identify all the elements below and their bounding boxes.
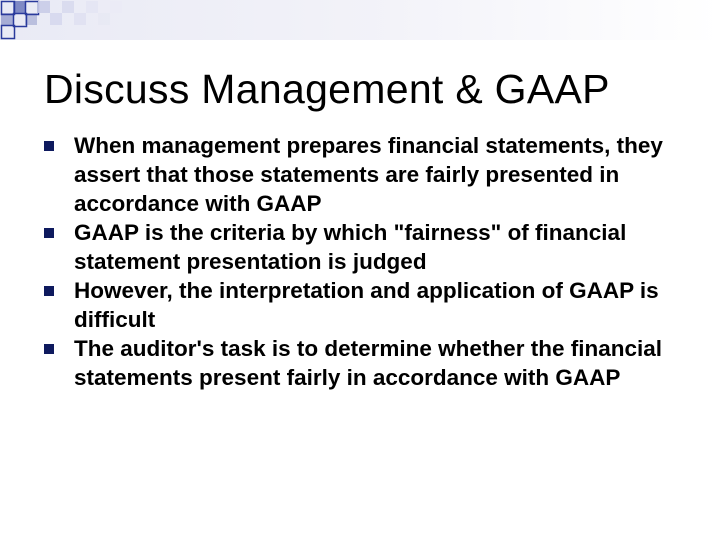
deco-square-outline bbox=[26, 2, 39, 15]
filled-square-bullet-icon bbox=[44, 286, 54, 296]
deco-square-faint bbox=[110, 1, 122, 13]
deco-square-outline bbox=[2, 26, 15, 39]
bullet-text: When management prepares financial statements, they assert that those statements are fairly presented in accordance with GAAP bbox=[74, 133, 663, 216]
checkered-squares-decoration bbox=[0, 0, 720, 40]
deco-square-faint bbox=[74, 13, 86, 25]
deco-square-filled bbox=[25, 13, 37, 25]
bullet-text: However, the interpretation and application of GAAP is difficult bbox=[74, 278, 659, 332]
bullet-list bbox=[44, 131, 694, 392]
deco-square-faint bbox=[86, 1, 98, 13]
bullet-item bbox=[44, 131, 694, 218]
deco-square-outline bbox=[14, 14, 27, 27]
bullet-text: GAAP is the criteria by which "fairness" of financial statement presentation is judged bbox=[74, 220, 627, 274]
slide-title: Discuss Management & GAAP bbox=[44, 66, 610, 112]
filled-square-bullet-icon bbox=[44, 228, 54, 238]
bullet-item bbox=[44, 276, 694, 334]
bullet-text: The auditor's task is to determine whether the financial statements present fairly in accordance with GAAP bbox=[74, 336, 662, 390]
deco-square-faint bbox=[98, 13, 110, 25]
filled-square-bullet-icon bbox=[44, 141, 54, 151]
filled-square-bullet-icon bbox=[44, 344, 54, 354]
bullet-item bbox=[44, 334, 694, 392]
deco-square-faint bbox=[62, 1, 74, 13]
deco-square-outline bbox=[2, 2, 15, 15]
deco-square-filled bbox=[13, 1, 25, 13]
deco-square-faint bbox=[38, 1, 50, 13]
deco-square-faint bbox=[50, 13, 62, 25]
deco-square-filled bbox=[1, 13, 13, 25]
bullet-item bbox=[44, 218, 694, 276]
